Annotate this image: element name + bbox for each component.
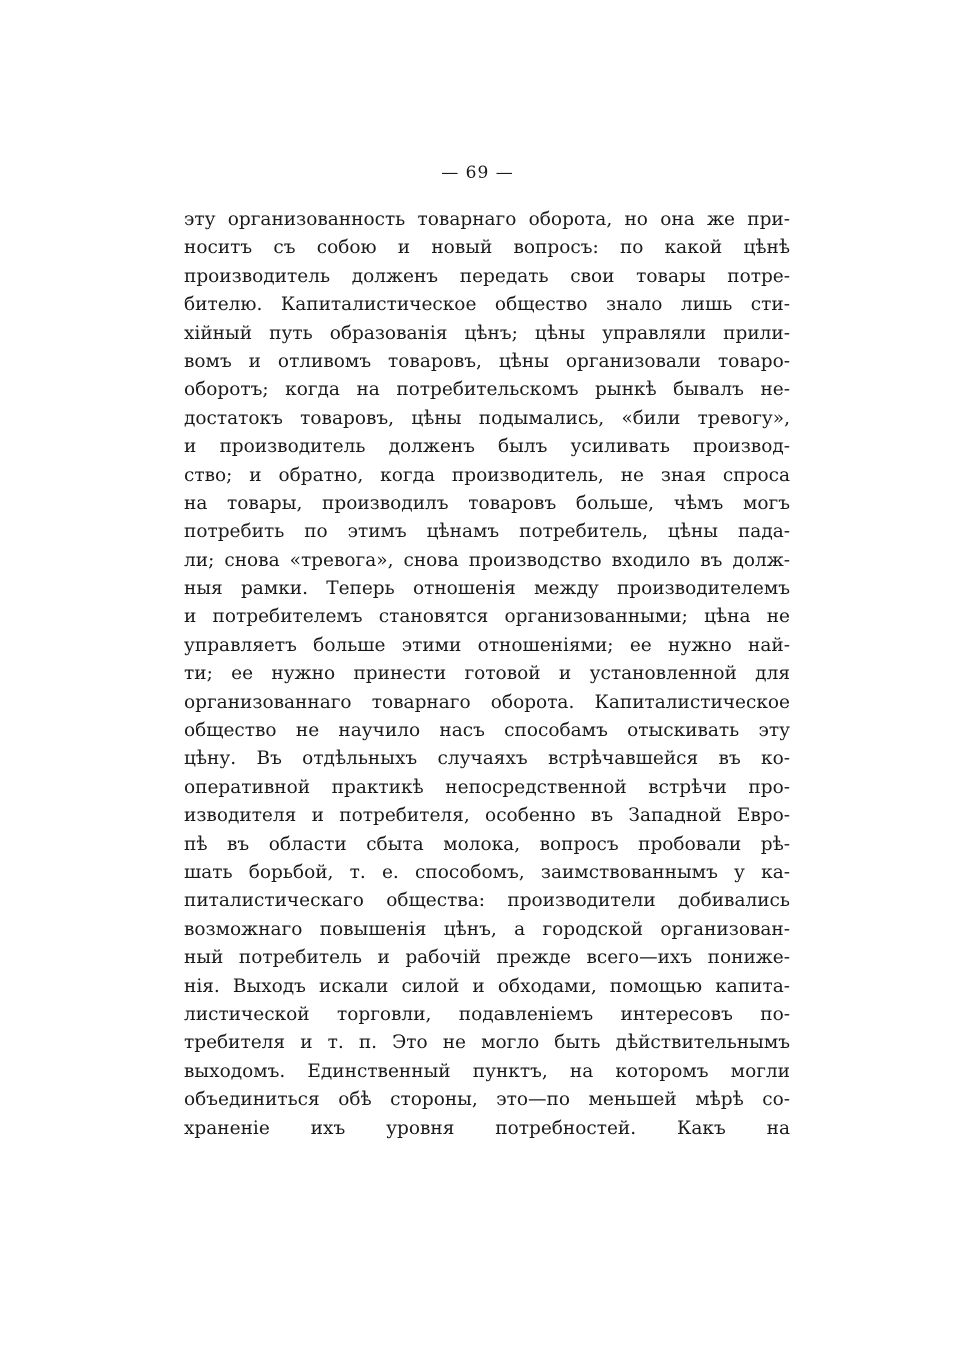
text-line: нія. Выходъ искали силой и обходами, помощью капита- <box>184 975 790 997</box>
text-line: возможнаго повышенія цѣнъ, а городской организован- <box>184 918 790 940</box>
text-line: ный потребитель и рабочій прежде всего—ихъ пониже- <box>184 947 790 969</box>
text-line: организованнаго товарнаго оборота. Капиталистическое <box>184 691 790 713</box>
text-line: бителю. Капиталистическое общество знало лишь сти- <box>184 294 790 316</box>
text-line: производитель долженъ передать свои товары потре- <box>184 265 790 287</box>
text-line: хійный путь образованія цѣнъ; цѣны управляли прили- <box>184 322 790 344</box>
body-text <box>184 206 790 1143</box>
text-line: ти; ее нужно принести готовой и установленной для <box>184 663 790 685</box>
text-line: пѣ въ области сбыта молока, вопросъ пробовали рѣ- <box>184 833 790 855</box>
page-number: — 69 — <box>441 163 514 183</box>
text-line: общество не научило насъ способамъ отыскивать эту <box>184 720 790 742</box>
text-line: храненіе ихъ уровня потребностей. Какъ на <box>184 1117 790 1139</box>
text-line: объединиться обѣ стороны, это—по меньшей мѣрѣ со- <box>184 1089 790 1111</box>
text-line: потребить по этимъ цѣнамъ потребитель, цѣны пада- <box>184 521 790 543</box>
text-line: вомъ и отливомъ товаровъ, цѣны организовали товаро- <box>184 350 790 372</box>
text-line: оборотъ; когда на потребительскомъ рынкѣ бывалъ не- <box>184 379 790 401</box>
text-line: ли; снова «тревога», снова производство входило въ долж- <box>184 549 790 571</box>
text-line: и потребителемъ становятся организованными; цѣна не <box>184 606 790 628</box>
text-line: и производитель долженъ былъ усиливать производ- <box>184 436 790 458</box>
text-line: управляетъ больше этими отношеніями; ее нужно най- <box>184 634 790 656</box>
text-line: ство; и обратно, когда производитель, не зная спроса <box>184 464 790 486</box>
text-line: достатокъ товаровъ, цѣны подымались, «били тревогу», <box>184 407 790 429</box>
text-line: шать борьбой, т. е. способомъ, заимствованнымъ у ка- <box>184 861 790 883</box>
text-line: листической торговли, подавленіемъ интересовъ по- <box>184 1003 790 1025</box>
text-line: на товары, производилъ товаровъ больше, чѣмъ могъ <box>184 492 790 514</box>
text-line: ныя рамки. Теперь отношенія между производителемъ <box>184 578 790 600</box>
text-line: питалистическаго общества: производители добивались <box>184 890 790 912</box>
text-line: изводителя и потребителя, особенно въ Западной Евро- <box>184 805 790 827</box>
text-line: эту организованность товарнаго оборота, но она же при- <box>184 209 790 230</box>
text-line: выходомъ. Единственный пунктъ, на которомъ могли <box>184 1060 790 1082</box>
text-line: носитъ съ собою и новый вопросъ: по какой цѣнѣ <box>184 237 790 259</box>
text-line: требителя и т. п. Это не могло быть дѣйствительнымъ <box>184 1032 790 1054</box>
text-line: оперативной практикѣ непосредственной встрѣчи про- <box>184 776 790 798</box>
text-line: цѣну. Въ отдѣльныхъ случаяхъ встрѣчавшейся въ ко- <box>184 748 790 770</box>
